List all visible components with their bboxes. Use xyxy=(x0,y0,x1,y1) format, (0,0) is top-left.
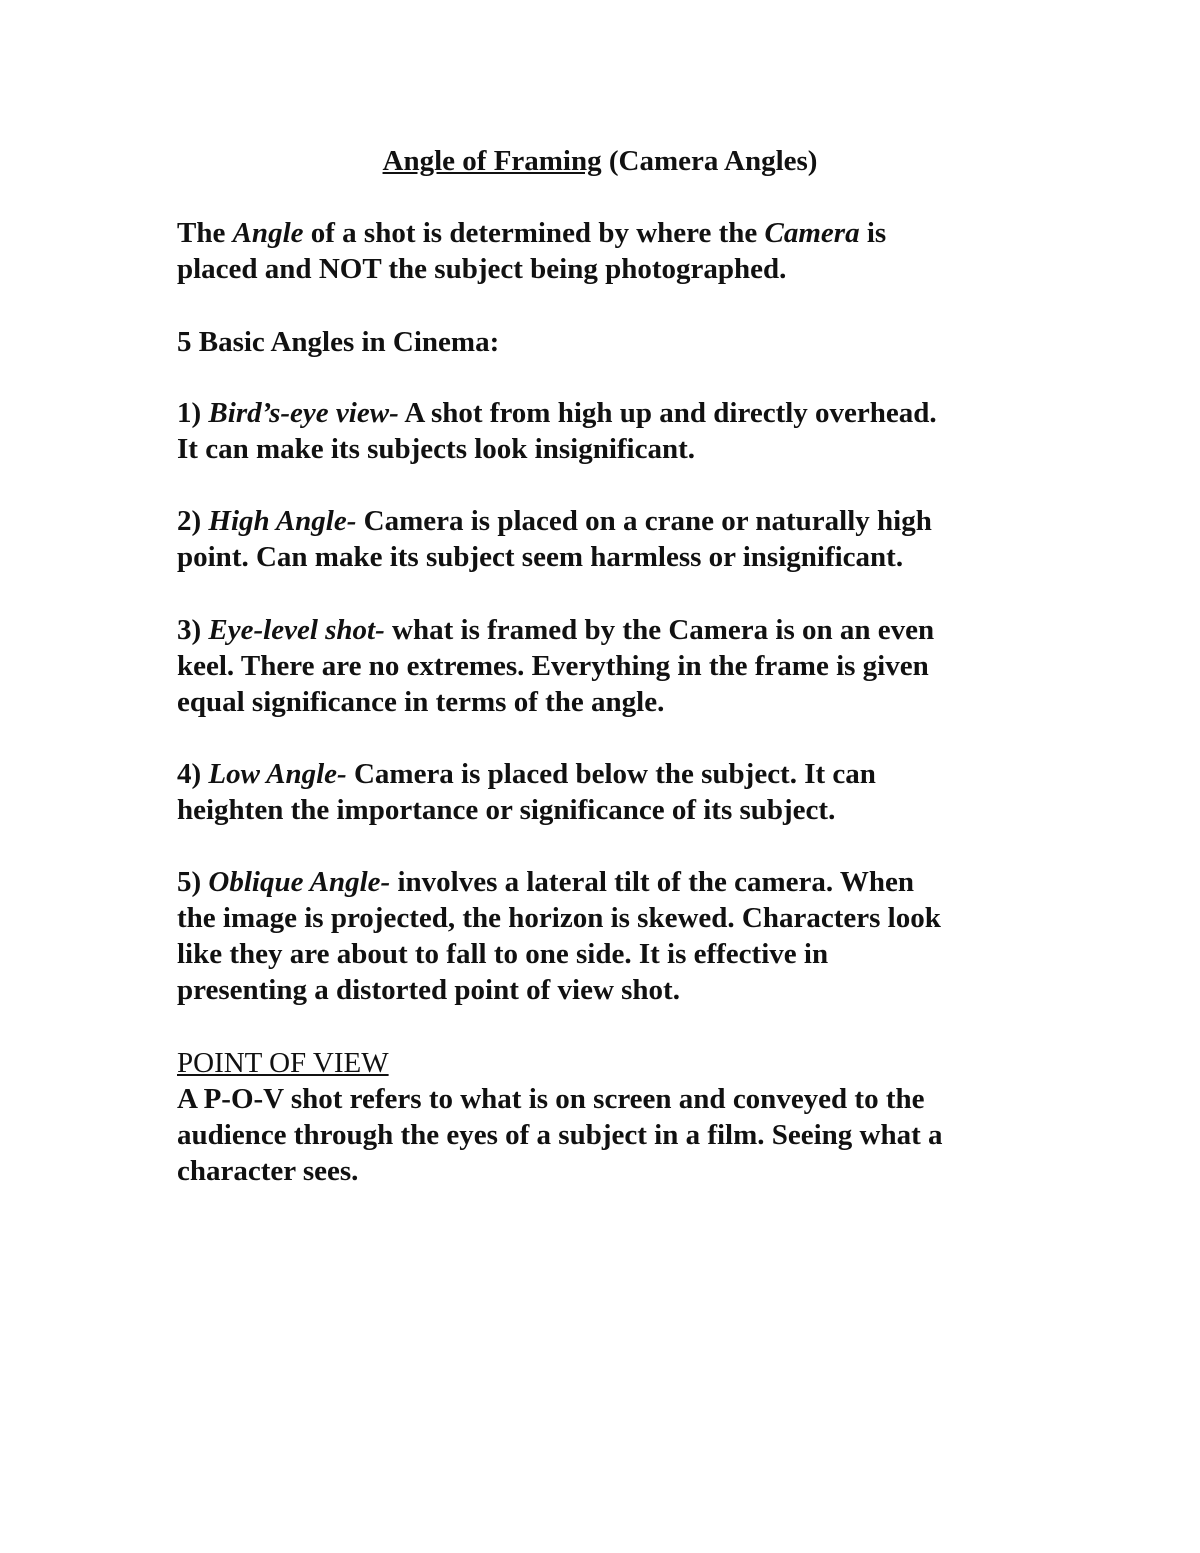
intro-line-1 xyxy=(177,215,1037,251)
angle-item-line: heighten the importance or significance of its subject. xyxy=(177,794,836,826)
angle-description: A shot from high up and directly overhead. xyxy=(398,397,937,429)
angle-item-line: keel. There are no extremes. Everything in the frame is given xyxy=(177,650,929,682)
intro-camera-word: Camera xyxy=(764,217,860,249)
title-subtitle: (Camera Angles) xyxy=(601,145,818,177)
angle-item-line: presenting a distorted point of view shot. xyxy=(177,974,680,1006)
angle-item-2 xyxy=(177,503,1037,575)
angle-description: involves a lateral tilt of the camera. When xyxy=(390,866,915,898)
basic-angles-heading xyxy=(177,324,1037,360)
pov-line: A P-O-V shot refers to what is on screen and conveyed to the xyxy=(177,1083,925,1115)
angle-item-line: like they are about to fall to one side. It is effective in xyxy=(177,938,829,970)
title-main: Angle of Framing xyxy=(382,145,602,177)
intro-line-2: placed and NOT the subject being photographed. xyxy=(177,253,787,285)
point-of-view-section xyxy=(177,1045,1037,1189)
intro-angle-word: Angle xyxy=(232,217,304,249)
angle-item-line xyxy=(177,864,1037,900)
angle-number: 1) xyxy=(177,397,209,429)
angle-item-line: equal significance in terms of the angle. xyxy=(177,686,665,718)
angle-item-1 xyxy=(177,395,1037,467)
angle-name: Eye-level shot- xyxy=(208,614,385,646)
angle-item-line xyxy=(177,612,1037,648)
angle-item-line: the image is projected, the horizon is skewed. Characters look xyxy=(177,902,941,934)
intro-paragraph xyxy=(177,215,1037,287)
intro-text: is xyxy=(859,217,887,249)
angle-number: 3) xyxy=(177,614,209,646)
angle-item-line xyxy=(177,395,1037,431)
angle-item-line: It can make its subjects look insignificant. xyxy=(177,433,696,465)
angle-number: 4) xyxy=(177,758,209,790)
angle-description: Camera is placed below the subject. It can xyxy=(346,758,876,790)
angle-number: 2) xyxy=(177,505,209,537)
angle-name: Low Angle- xyxy=(208,758,347,790)
pov-line: character sees. xyxy=(177,1155,359,1187)
intro-text: The xyxy=(177,217,233,249)
angle-description: Camera is placed on a crane or naturally high xyxy=(356,505,932,537)
angle-name: Bird’s-eye view- xyxy=(208,397,399,429)
intro-text: of a shot is determined by where the xyxy=(303,217,765,249)
angle-number: 5) xyxy=(177,866,209,898)
angle-item-4 xyxy=(177,756,1037,828)
angle-item-line xyxy=(177,503,1037,539)
page-title xyxy=(0,143,1200,179)
angle-item-5 xyxy=(177,864,1037,1008)
angle-item-3 xyxy=(177,612,1037,720)
angle-item-line xyxy=(177,756,1037,792)
basic-angles-heading-text: 5 Basic Angles in Cinema: xyxy=(177,326,500,358)
pov-line: audience through the eyes of a subject in a film. Seeing what a xyxy=(177,1119,943,1151)
angle-name: High Angle- xyxy=(208,505,357,537)
point-of-view-heading: POINT OF VIEW xyxy=(177,1047,389,1079)
angle-name: Oblique Angle- xyxy=(208,866,391,898)
angle-description: what is framed by the Camera is on an even xyxy=(384,614,935,646)
angle-item-line: point. Can make its subject seem harmless or insignificant. xyxy=(177,541,904,573)
